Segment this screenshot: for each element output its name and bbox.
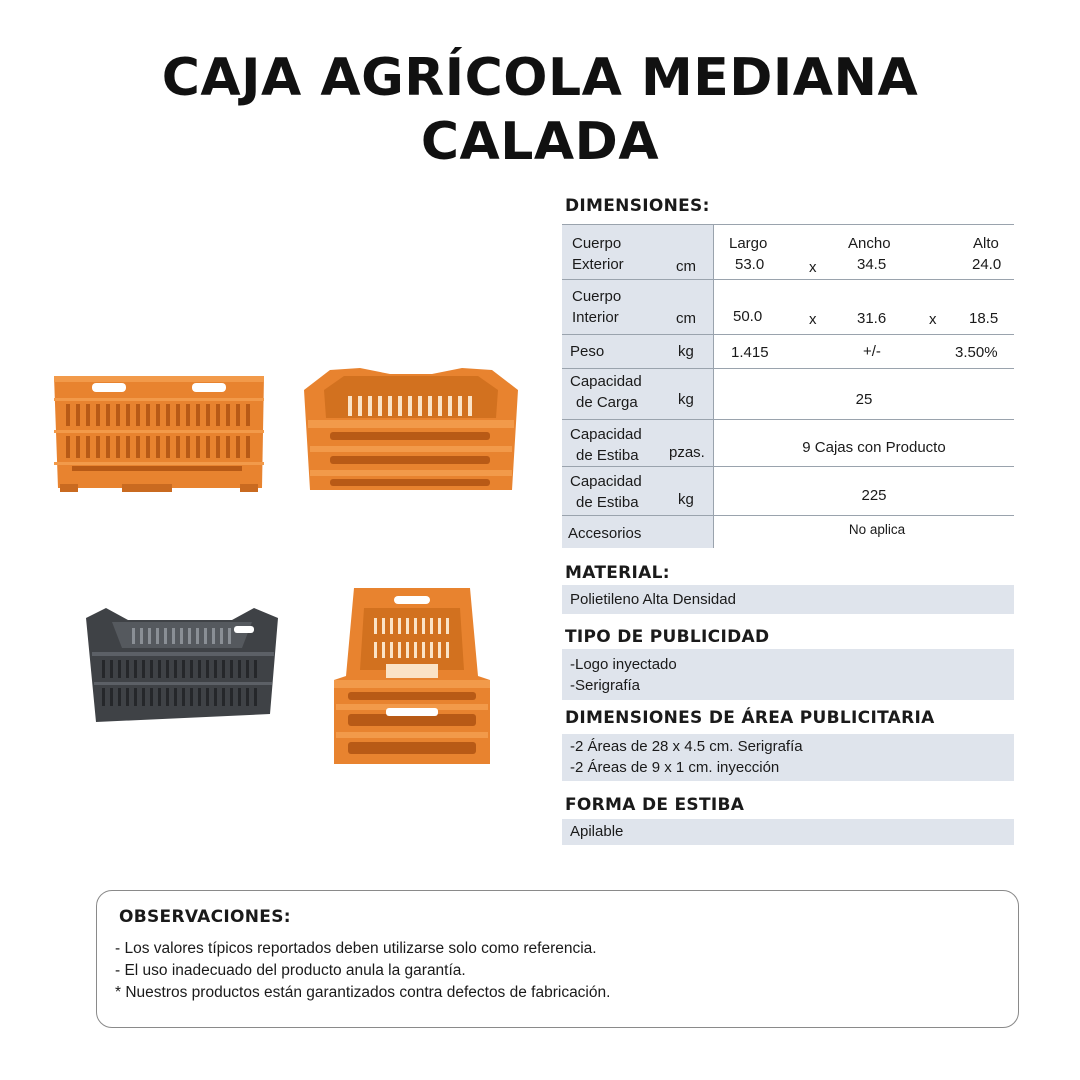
area-publicitaria-heading: DIMENSIONES DE ÁREA PUBLICITARIA bbox=[565, 708, 935, 728]
col-head-alto: Alto bbox=[973, 235, 999, 252]
value-ancho: 34.5 bbox=[857, 256, 887, 273]
value-largo: 50.0 bbox=[733, 308, 763, 325]
tolerance-value: 3.50% bbox=[955, 344, 998, 361]
area-publicitaria-list bbox=[562, 734, 1014, 781]
page-title bbox=[0, 46, 1080, 174]
row-unit: kg bbox=[678, 491, 694, 508]
row-label: Capacidad bbox=[570, 426, 642, 443]
value-accesorios: No aplica bbox=[848, 522, 906, 537]
row-label: de Estiba bbox=[576, 494, 639, 511]
row-label: Peso bbox=[570, 343, 605, 360]
table-row bbox=[562, 368, 1014, 419]
observaciones-box bbox=[96, 890, 1019, 1028]
table-row bbox=[562, 279, 1014, 334]
publicidad-item: -Serigrafía bbox=[570, 677, 641, 694]
row-unit: kg bbox=[678, 343, 694, 360]
table-row bbox=[562, 515, 1014, 548]
estiba-value: Apilable bbox=[562, 819, 1014, 845]
value-ancho: 31.6 bbox=[857, 310, 887, 327]
observacion-item: - Los valores típicos reportados deben utilizarse solo como referencia. bbox=[115, 940, 597, 957]
value-estiba-pzas: 9 Cajas con Producto bbox=[802, 439, 946, 456]
value-peso: 1.415 bbox=[731, 344, 769, 361]
publicidad-list bbox=[562, 649, 1014, 700]
times-sign: x bbox=[809, 259, 817, 276]
col-head-largo: Largo bbox=[729, 235, 768, 252]
crate-photo-side-orange bbox=[52, 370, 266, 496]
row-label: de Estiba bbox=[576, 447, 639, 464]
value-largo: 53.0 bbox=[735, 256, 765, 273]
crate-photo-end-orange bbox=[300, 360, 522, 496]
dimensions-table bbox=[562, 224, 1014, 548]
table-row bbox=[562, 466, 1014, 515]
crate-photo-angle-gray bbox=[82, 604, 282, 728]
observacion-item: * Nuestros productos están garantizados contra defectos de fabricación. bbox=[115, 984, 611, 1001]
publicidad-item: -Logo inyectado bbox=[570, 656, 677, 673]
publicidad-heading: TIPO DE PUBLICIDAD bbox=[565, 627, 770, 647]
tolerance-sign: +/- bbox=[863, 343, 881, 360]
crate-photo-top-orange bbox=[330, 584, 494, 768]
value-estiba-kg: 225 bbox=[861, 487, 887, 504]
times-sign: x bbox=[809, 311, 817, 328]
observacion-item: - El uso inadecuado del producto anula la garantía. bbox=[115, 962, 466, 979]
times-sign: x bbox=[929, 311, 937, 328]
row-unit: pzas. bbox=[669, 444, 705, 461]
row-label: de Carga bbox=[576, 394, 638, 411]
estiba-heading: FORMA DE ESTIBA bbox=[565, 795, 745, 815]
material-heading: MATERIAL: bbox=[565, 563, 670, 583]
row-label: Cuerpo bbox=[572, 288, 622, 305]
row-label: Exterior bbox=[572, 256, 624, 273]
col-head-ancho: Ancho bbox=[848, 235, 891, 252]
row-label: Capacidad bbox=[570, 373, 642, 390]
row-unit: cm bbox=[676, 258, 696, 275]
row-unit: cm bbox=[676, 310, 696, 327]
title-line-1: CAJA AGRÍCOLA MEDIANA bbox=[161, 48, 919, 108]
row-label: Cuerpo bbox=[572, 235, 622, 252]
table-row bbox=[562, 334, 1014, 368]
observaciones-heading: OBSERVACIONES: bbox=[119, 907, 291, 927]
row-label: Capacidad bbox=[570, 473, 642, 490]
dimensiones-heading: DIMENSIONES: bbox=[565, 196, 710, 216]
table-row bbox=[562, 419, 1014, 466]
row-label: Accesorios bbox=[568, 525, 642, 542]
area-item: -2 Áreas de 28 x 4.5 cm. Serigrafía bbox=[570, 738, 803, 755]
title-line-2: CALADA bbox=[420, 112, 660, 172]
material-value: Polietileno Alta Densidad bbox=[562, 585, 1014, 614]
value-carga: 25 bbox=[855, 391, 873, 408]
row-unit: kg bbox=[678, 391, 694, 408]
row-label: Interior bbox=[572, 309, 619, 326]
area-item: -2 Áreas de 9 x 1 cm. inyección bbox=[570, 759, 780, 776]
value-alto: 24.0 bbox=[972, 256, 1002, 273]
table-row bbox=[562, 224, 1014, 279]
value-alto: 18.5 bbox=[969, 310, 999, 327]
